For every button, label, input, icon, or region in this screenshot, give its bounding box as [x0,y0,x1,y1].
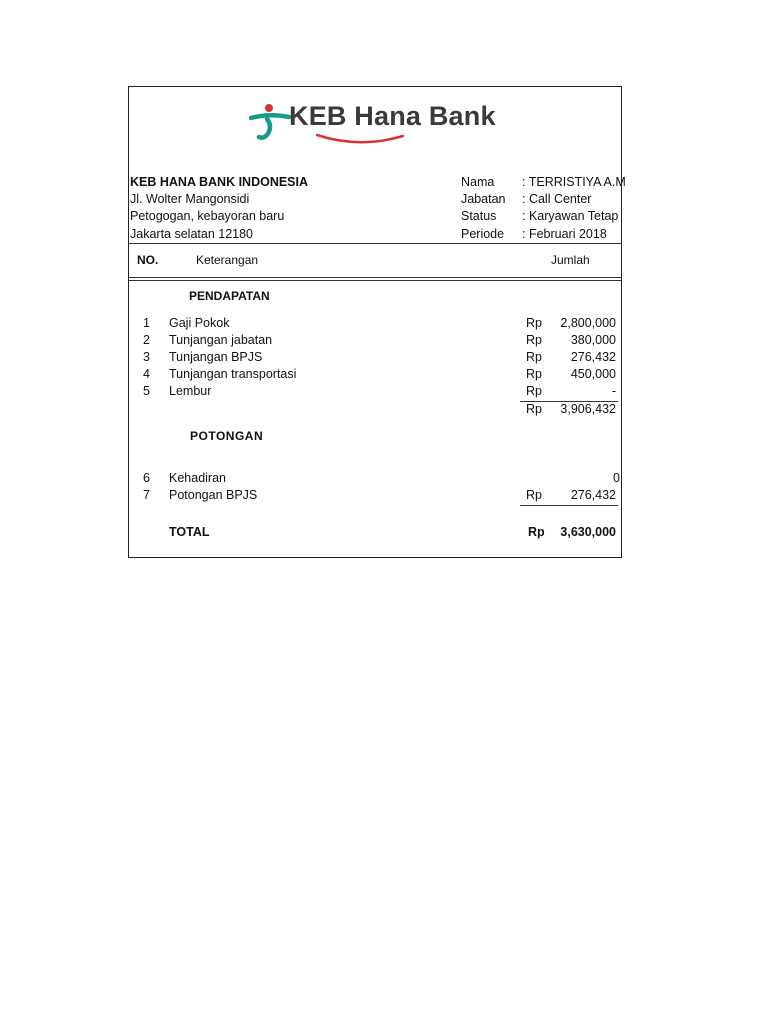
subtotal-currency: Rp [526,402,542,416]
row-label: Potongan BPJS [169,488,258,502]
section-heading-potongan: POTONGAN [190,429,264,443]
logo-swoosh-icon [315,133,405,147]
row-no: 4 [143,367,150,381]
col-header-jumlah: Jumlah [551,253,590,267]
total-currency: Rp [528,525,545,539]
status-label: Status [461,209,497,223]
row-no: 1 [143,316,150,330]
section-heading-pendapatan: PENDAPATAN [189,289,270,303]
brand-name: KEB Hana Bank [289,101,496,131]
row-amount: 276,432 [570,488,616,502]
row-currency: Rp [526,384,542,398]
total-line [520,505,618,506]
jabatan-value: : Call Center [522,192,592,206]
row-label: Gaji Pokok [169,316,230,330]
status-value: : Karyawan Tetap [522,209,619,223]
col-header-no: NO. [137,253,159,267]
row-amount: - [611,384,616,398]
company-address-line2: Petogogan, kebayoran baru [130,209,285,223]
row-currency: Rp [526,350,542,364]
company-name: KEB HANA BANK INDONESIA [130,175,309,189]
company-address-line1: Jl. Wolter Mangonsidi [130,192,250,206]
nama-value: : TERRISTIYA A.M [522,175,626,189]
row-amount: 0 [613,471,620,485]
row-no: 2 [143,333,150,347]
bank-logo [249,99,499,151]
company-address-line3: Jakarta selatan 12180 [130,227,254,241]
nama-label: Nama [461,175,495,189]
row-no: 5 [143,384,150,398]
periode-label: Periode [461,227,505,241]
row-amount: 2,800,000 [560,316,616,330]
row-label: Kehadiran [169,471,226,485]
periode-value: : Februari 2018 [522,227,607,241]
total-amount: 3,630,000 [560,525,616,539]
hana-logo-icon [249,103,293,143]
row-currency: Rp [526,333,542,347]
row-currency: Rp [526,488,542,502]
divider [129,280,621,281]
row-no: 3 [143,350,150,364]
jabatan-label: Jabatan [461,192,506,206]
divider [129,277,621,278]
row-no: 7 [143,488,150,502]
row-amount: 450,000 [570,367,616,381]
row-no: 6 [143,471,150,485]
row-label: Tunjangan jabatan [169,333,273,347]
total-label: TOTAL [169,525,210,539]
row-label: Lembur [169,384,212,398]
payslip [128,86,626,558]
row-currency: Rp [526,316,542,330]
row-label: Tunjangan BPJS [169,350,263,364]
col-header-keterangan: Keterangan [196,253,259,267]
row-label: Tunjangan transportasi [169,367,297,381]
subtotal-amount: 3,906,432 [560,402,616,416]
row-amount: 276,432 [570,350,616,364]
row-currency: Rp [526,367,542,381]
row-amount: 380,000 [570,333,616,347]
divider [129,243,621,244]
